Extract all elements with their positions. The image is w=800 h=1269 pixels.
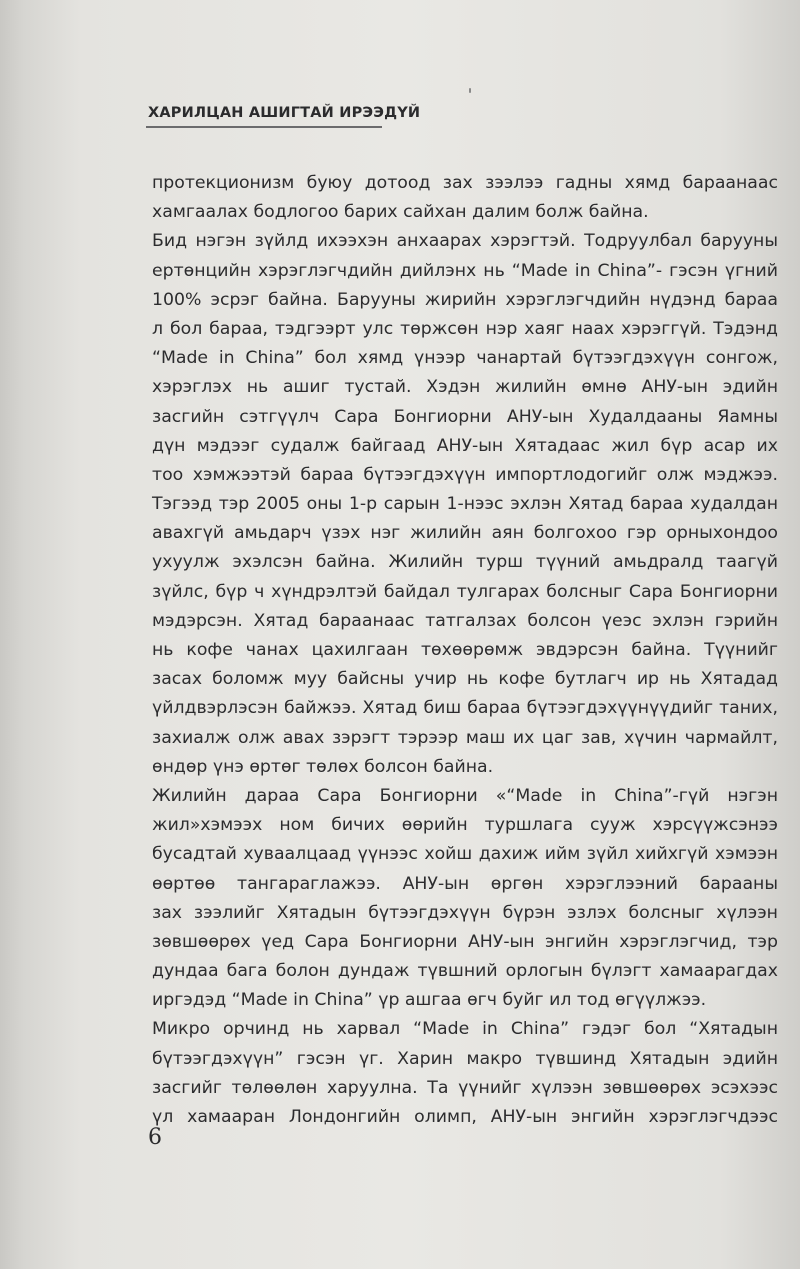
text-line: зүйлс, бүр ч хүндрэлтэй байдал тулгарах болсныг Сара Бонгиорни bbox=[152, 581, 778, 602]
text-line: засгийн сэтгүүлч Сара Бонгиорни АНУ-ын Худалдааны Яамны bbox=[152, 406, 778, 427]
text-line: бүтээгдэхүүн” гэсэн үг. Харин макро түвшинд Хятадын эдийн bbox=[152, 1048, 778, 1069]
text-line: мэдэрсэн. Хятад бараанаас татгалзах болсон үеэс эхлэн гэрийн bbox=[152, 610, 778, 631]
text-line: засах боломж муу байсны учир нь кофе бутлагч ир нь Хятадад bbox=[152, 669, 778, 690]
running-header-title: ХАРИЛЦАН АШИГТАЙ ИРЭЭДҮЙ bbox=[148, 105, 421, 121]
text-line: дундаа бага болон дундаж түвшний орлогын бүлэгт хамаарагдах bbox=[152, 961, 778, 982]
text-line: зах зээлийг Хятадын бүтээгдэхүүн бүрэн эзлэх болсныг хүлээн bbox=[152, 902, 778, 923]
text-line: нь кофе чанах цахилгаан төхөөрөмж эвдэрсэн байна. Түүнийг bbox=[152, 640, 778, 660]
text-line: л бол бараа, тэдгээрт улс төржсөн нэр хаяг наах хэрэггүй. Тэдэнд bbox=[152, 318, 778, 339]
paper-speck bbox=[469, 88, 471, 93]
text-line: үл хамааран Лондонгийн олимп, АНУ-ын энгийн хэрэглэгчдээс bbox=[152, 1107, 778, 1127]
text-line: тоо хэмжээтэй бараа бүтээгдэхүүн импортлодогийг олж мэджээ. bbox=[152, 464, 778, 485]
text-line: “Made in China” бол хямд үнээр чанартай бүтээгдэхүүн сонгож, bbox=[152, 348, 778, 369]
text-line: бусадтай хуваалцаад үүнээс хойш дахиж ийм зүйл хийхгүй хэмээн bbox=[152, 844, 778, 865]
text-line: авахгүй амьдарч үзэх нэг жилийн аян болгохоо гэр орныхондоо bbox=[152, 523, 778, 544]
text-line: Микро орчинд нь харвал “Made in China” гэдэг бол “Хятадын bbox=[152, 1019, 778, 1040]
body-text bbox=[152, 169, 778, 1132]
text-line: зөвшөөрөх үед Сара Бонгиорни АНУ-ын энгийн хэрэглэгчид, тэр bbox=[152, 931, 778, 952]
text-line: өөртөө тангараглажээ. АНУ-ын өргөн хэрэглээний барааны bbox=[152, 873, 778, 894]
text-line: Тэгээд тэр 2005 оны 1-р сарын 1-нээс эхлэн Хятад бараа худалдан bbox=[152, 494, 778, 515]
text-line: хамгаалах бодлогоо барих сайхан далим болж байна. bbox=[152, 202, 649, 223]
text-line: жил»хэмээх ном бичих өөрийн туршлага сууж хэрсүүжсэнээ bbox=[152, 815, 778, 836]
text-line: дүн мэдээг судалж байгаад АНУ-ын Хятадаас жил бүр асар их bbox=[152, 435, 778, 456]
text-line: Бид нэгэн зүйлд ихээхэн анхаарах хэрэгтэй. Тодруулбал барууны bbox=[152, 231, 778, 252]
text-line: өндөр үнэ өртөг төлөх болсон байна. bbox=[152, 756, 494, 777]
page-number: 6 bbox=[148, 1125, 162, 1150]
text-line: 100% эсрэг байна. Барууны жирийн хэрэглэгчдийн нүдэнд бараа bbox=[152, 289, 778, 310]
text-line: засгийг төлөөлөн харуулна. Та үүнийг хүлээн зөвшөөрөх эсэхээс bbox=[152, 1077, 778, 1098]
text-line: протекционизм буюу дотоод зах зээлээ гадны хямд бараанаас bbox=[152, 173, 778, 193]
header-underline bbox=[146, 126, 382, 128]
text-line: үйлдвэрлэсэн байжээ. Хятад биш бараа бүтээгдэхүүнүүдийг таних, bbox=[152, 698, 778, 719]
text-line: захиалж олж авах зэрэгт тэрээр маш их цаг зав, хүчин чармайлт, bbox=[152, 727, 778, 748]
text-line: ертөнцийн хэрэглэгчдийн дийлэнх нь “Made in China”- гэсэн үгний bbox=[152, 260, 778, 281]
text-line: Жилийн дараа Сара Бонгиорни «“Made in China”-гүй нэгэн bbox=[152, 785, 778, 806]
text-line: ухуулж эхэлсэн байна. Жилийн турш түүний амьдралд таагүй bbox=[152, 552, 778, 573]
text-line: иргэдэд “Made in China” үр ашгаа өгч буйг ил тод өгүүлжээ. bbox=[152, 990, 707, 1011]
text-line: хэрэглэх нь ашиг тустай. Хэдэн жилийн өмнө АНУ-ын эдийн bbox=[152, 377, 778, 398]
